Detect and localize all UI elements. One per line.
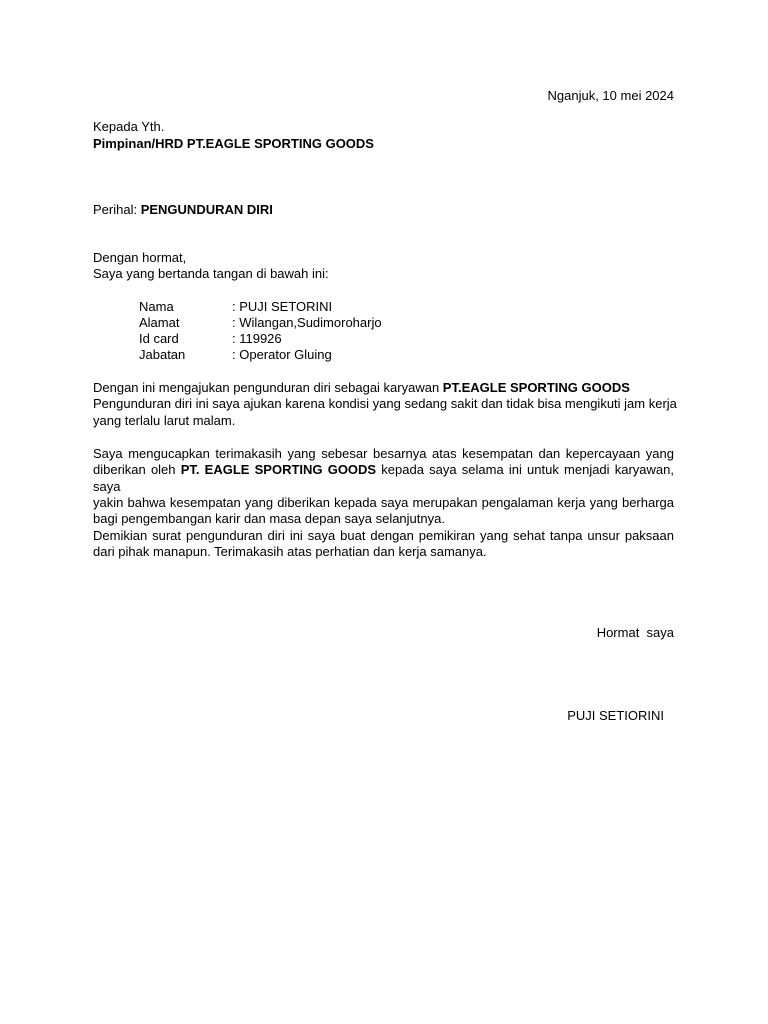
paragraph-text: kepada saya selama ini untuk menjadi karyawan, saya [93,462,674,494]
paragraph-line [93,462,674,495]
paragraph-line: Demikian surat pengunduran diri ini saya buat dengan pemikiran yang sehat tanpa unsur paksaan [93,528,674,543]
company-name: PT. EAGLE SPORTING GOODS [180,462,377,478]
paragraph-line: dari pihak manapun. Terimakasih atas perhatian dan kerja samanya. [93,544,487,560]
subject-label: Perihal: [93,202,141,217]
company-name: PT.EAGLE SPORTING GOODS [442,380,630,395]
intro-line: Saya yang bertanda tangan di bawah ini: [93,266,329,281]
field-label: Alamat [139,315,180,330]
paragraph-line [93,380,674,396]
paragraph-line: yakin bahwa kesempatan yang diberikan kepada saya merupakan pengalaman kerja yang berharga [93,494,674,510]
field-value: : 119926 [232,331,282,346]
paragraph-line: yang terlalu larut malam. [93,412,236,428]
greeting: Dengan hormat, [93,250,187,265]
field-label: Jabatan [139,347,186,362]
field-value: : Operator Gluing [232,347,332,362]
paragraph-text: diberikan oleh [93,462,181,478]
recipient-to: Kepada Yth. [93,119,165,134]
paragraph-line: Pengunduran diri ini saya ajukan karena kondisi yang sedang sakit dan tidak bisa mengikuti jam kerja [93,396,677,412]
field-label: Id card [139,331,179,346]
paragraph-1 [93,380,677,429]
paragraph-text: Dengan ini mengajukan pengunduran diri sebagai karyawan [93,380,443,395]
paragraph-line: Saya mengucapkan terimakasih yang sebesar besarnya atas kesempatan dan kepercayaan yang [93,446,674,461]
subject-value: PENGUNDURAN DIRI [140,202,273,217]
field-label: Nama [139,299,174,314]
closing: Hormat saya [596,625,674,640]
paragraph-2 [93,446,674,527]
subject-line [93,202,273,218]
field-value: : Wilangan,Sudimoroharjo [232,315,382,330]
recipient-name: Pimpinan/HRD PT.EAGLE SPORTING GOODS [93,136,374,151]
place-date: Nganjuk, 10 mei 2024 [547,88,674,103]
signature-name: PUJI SETIORINI [567,708,664,723]
field-value: : PUJI SETORINI [232,299,333,314]
paragraph-3 [93,528,674,561]
paragraph-line: bagi pengembangan karir dan masa depan saya selanjutnya. [93,511,445,527]
